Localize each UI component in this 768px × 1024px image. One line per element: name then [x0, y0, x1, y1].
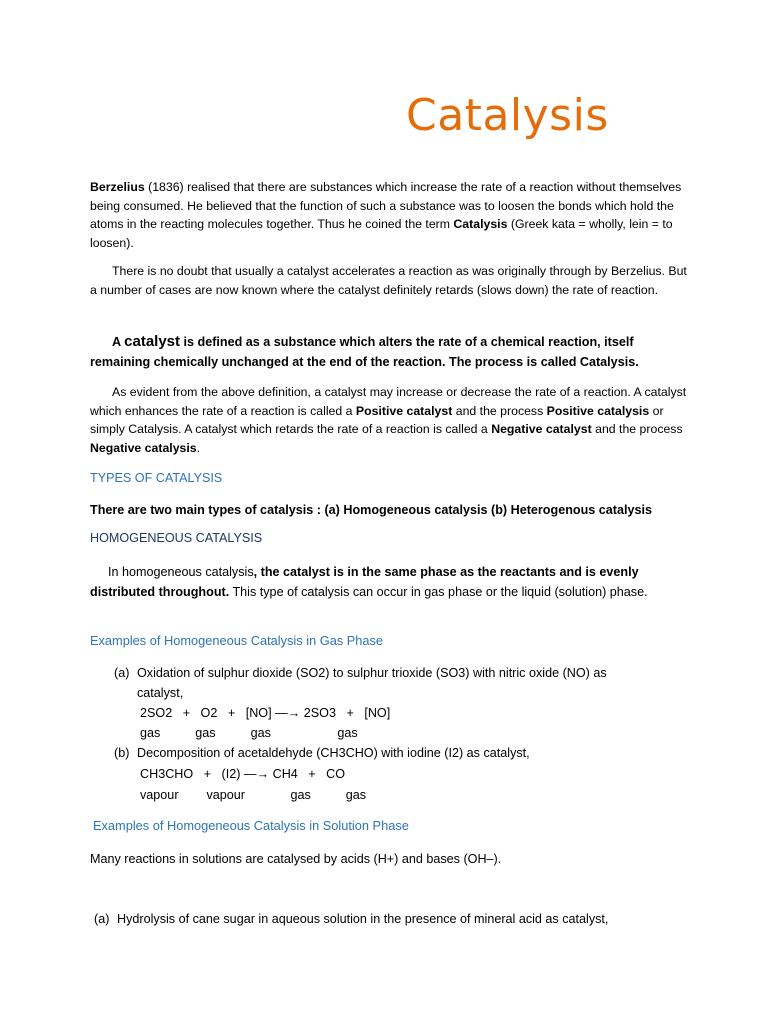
- paragraph-text: There is no doubt that usually a catalyst accelerates a reaction as was originally through by Berzelius. But a number of cases are now known where the catalyst definitely retards (slows down) the rate of reaction.: [90, 264, 687, 297]
- heading-types-of-catalysis: [90, 471, 690, 485]
- example-b-label: (b): [114, 746, 130, 760]
- text-span: and the process: [591, 422, 683, 436]
- bold-same-phase: , the catalyst is in the same phase as the reactants and is evenly distributed throughout.: [90, 565, 639, 599]
- example-a-label: (a): [114, 666, 130, 680]
- example-b-line1: Decomposition of acetaldehyde (CH3CHO) with iodine (I2) as catalyst,: [137, 746, 530, 760]
- text-span: As evident from the above definition, a catalyst may increase or decrease the rate of a reaction. A catalyst which enhances the rate of a reaction is called a: [90, 385, 687, 418]
- bold-positive-catalyst: Positive catalyst: [355, 403, 453, 418]
- solution-text: [90, 849, 690, 869]
- heading-gas-phase: [90, 633, 690, 648]
- types-sentence: There are two main types of catalysis : (a) Homogeneous catalysis (b) Heterogenous catalysis: [90, 503, 652, 517]
- example-a-equation: 2SO2 + O2 + [NO] —→ 2SO3 + [NO]: [140, 706, 391, 720]
- example-c-label: (a): [94, 912, 110, 926]
- text-span: (Greek kata = wholly, lein = to loosen).: [90, 217, 673, 250]
- bold-negative-catalysis: Negative catalysis: [90, 440, 197, 455]
- paragraph-homogeneous: [90, 562, 680, 602]
- section-heading: HOMOGENEOUS CATALYSIS: [90, 531, 263, 545]
- bold-positive-catalysis: Positive catalysis: [546, 403, 650, 418]
- page-title: Catalysis: [406, 90, 609, 141]
- heading-solution-phase: [93, 818, 693, 833]
- bold-berzelius: Berzelius: [90, 180, 145, 194]
- section-heading: Examples of Homogeneous Catalysis in Solution Phase: [93, 818, 409, 833]
- bold-catalyst-word: catalyst: [124, 333, 181, 350]
- bold-negative-catalyst: Negative catalyst: [491, 422, 592, 436]
- paragraph-definition: [90, 332, 690, 372]
- types-text: [90, 500, 710, 520]
- example-b-phases: vapour vapour gas gas: [140, 788, 367, 802]
- heading-homogeneous-catalysis: [90, 531, 690, 545]
- text-span: A: [112, 335, 125, 349]
- text-span: In homogeneous catalysis: [108, 565, 254, 579]
- bold-catalysis-term: Catalysis: [453, 217, 508, 231]
- example-a-line2: catalyst,: [137, 686, 184, 700]
- text-span: (1836) realised that there are substances which increase the rate of a reaction without themselves being consumed. He believed that the function of such a substance was to loosen the bonds which hold the atoms in the reacting molecules together. Thus he coined the term: [90, 180, 682, 231]
- section-heading: Examples of Homogeneous Catalysis in Gas Phase: [90, 633, 384, 648]
- example-a-phases: gas gas gas gas: [140, 726, 358, 740]
- paragraph-retards: [90, 262, 690, 299]
- paragraph-berzelius: [90, 178, 690, 252]
- text-span: and the process: [452, 403, 547, 418]
- section-heading: TYPES OF CATALYSIS: [90, 471, 223, 485]
- example-a-line1: Oxidation of sulphur dioxide (SO2) to sulphur trioxide (SO3) with nitric oxide (NO) as: [137, 666, 607, 680]
- text-span: or simply Catalysis. A catalyst which retards the rate of a reaction is called a: [90, 403, 664, 436]
- text-span: is defined as a substance which alters the rate of a chemical reaction, itself remaining chemically unchanged at the end of the reaction. The process is called Catalysis.: [90, 335, 639, 369]
- example-b-equation: CH3CHO + (I2) —→ CH4 + CO: [140, 767, 346, 781]
- text-span: .: [196, 440, 201, 455]
- text-span: This type of catalysis can occur in gas phase or the liquid (solution) phase.: [229, 585, 648, 599]
- example-c-text: Hydrolysis of cane sugar in aqueous solution in the presence of mineral acid as catalyst,: [117, 912, 609, 926]
- paragraph-positive-negative: [90, 383, 690, 457]
- solution-sentence: Many reactions in solutions are catalysed by acids (H+) and bases (OH–).: [90, 852, 502, 866]
